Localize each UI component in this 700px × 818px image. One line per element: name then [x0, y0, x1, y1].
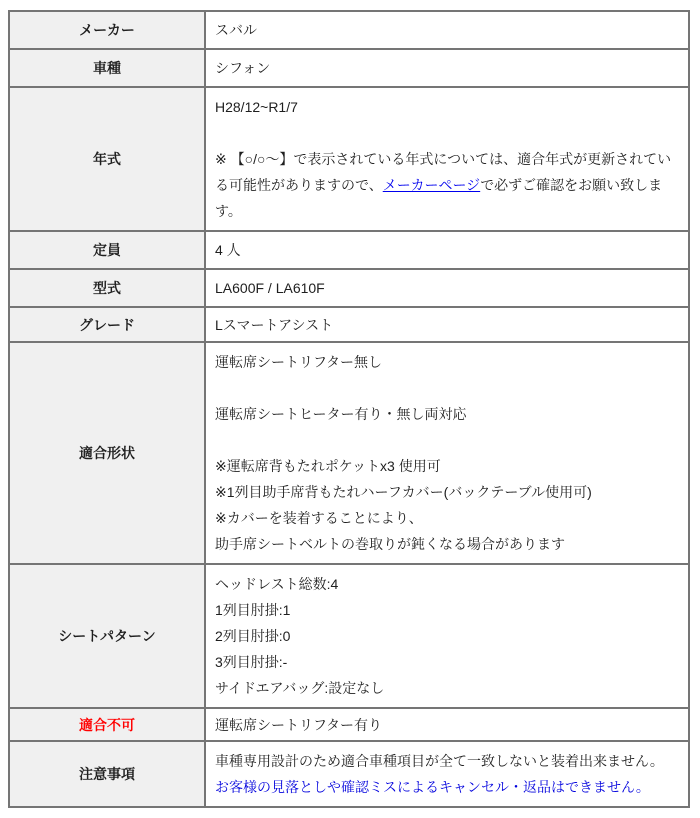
table-row-capacity: [9, 231, 689, 269]
fit-shape-line: ※カバーを装着することにより、: [215, 510, 423, 526]
year-note-pre: ※ 【○/○～】で表示されている年式については、適合年式が更新されている可能性がありますので、: [215, 151, 672, 193]
row-label-not-compatible: 適合不可: [9, 708, 205, 741]
table-row-year: [9, 87, 689, 231]
row-label-seat-pattern: シートパターン: [9, 564, 205, 708]
year-note: [215, 146, 679, 224]
row-value-year: [205, 87, 689, 231]
notes-line-1: 車種専用設計のため適合車種項目が全て一致しないと装着出来ません。: [215, 753, 664, 769]
row-label-capacity: 定員: [9, 231, 205, 269]
fit-shape-line: ※運転席背もたれポケットx3 使用可: [215, 458, 441, 474]
seat-pattern-line: 3列目肘掛:-: [215, 654, 288, 670]
fit-shape-line: 運転席シートリフター無し: [215, 354, 383, 370]
seat-pattern-line: 2列目肘掛:0: [215, 628, 291, 644]
fit-shape-line: [215, 427, 679, 453]
table-row-model-code: [9, 269, 689, 307]
row-value-not-compatible: 運転席シートリフター有り: [205, 708, 689, 741]
row-value-notes: [205, 741, 689, 807]
row-value-grade: Lスマートアシスト: [205, 307, 689, 342]
row-label-model-code: 型式: [9, 269, 205, 307]
row-value-model: シフォン: [205, 49, 689, 87]
spec-table: [8, 10, 690, 808]
fit-shape-line: [215, 375, 679, 401]
maker-page-link[interactable]: メーカーページ: [382, 177, 481, 193]
row-value-seat-pattern: [205, 564, 689, 708]
notes-line-2: お客様の見落としや確認ミスによるキャンセル・返品はできません。: [215, 779, 650, 795]
row-value-fit-shape: [205, 342, 689, 564]
table-row-model: [9, 49, 689, 87]
table-row-fit-shape: [9, 342, 689, 564]
row-label-fit-shape: 適合形状: [9, 342, 205, 564]
row-label-year: 年式: [9, 87, 205, 231]
year-spacer: [215, 120, 679, 146]
row-value-capacity: 4 人: [205, 231, 689, 269]
row-value-model-code: LA600F / LA610F: [205, 269, 689, 307]
row-value-maker: スバル: [205, 11, 689, 49]
row-label-notes: 注意事項: [9, 741, 205, 807]
row-label-grade: グレード: [9, 307, 205, 342]
table-row-grade: [9, 307, 689, 342]
seat-pattern-line: 1列目肘掛:1: [215, 602, 291, 618]
table-row-notes: [9, 741, 689, 807]
fit-shape-line: 助手席シートベルトの巻取りが鈍くなる場合があります: [215, 536, 565, 552]
row-label-model: 車種: [9, 49, 205, 87]
table-row-not-compatible: [9, 708, 689, 741]
seat-pattern-line: ヘッドレスト総数:4: [215, 576, 339, 592]
year-note-post: で必ずご確認をお願い致します。: [215, 177, 663, 219]
fit-shape-line: ※1列目助手席背もたれハーフカバー(バックテーブル使用可): [215, 484, 592, 500]
row-label-maker: メーカー: [9, 11, 205, 49]
fit-shape-line: 運転席シートヒーター有り・無し両対応: [215, 406, 467, 422]
table-row-seat-pattern: [9, 564, 689, 708]
table-row-maker: [9, 11, 689, 49]
year-range: H28/12~R1/7: [215, 99, 298, 115]
seat-pattern-line: サイドエアバッグ:設定なし: [215, 680, 385, 696]
